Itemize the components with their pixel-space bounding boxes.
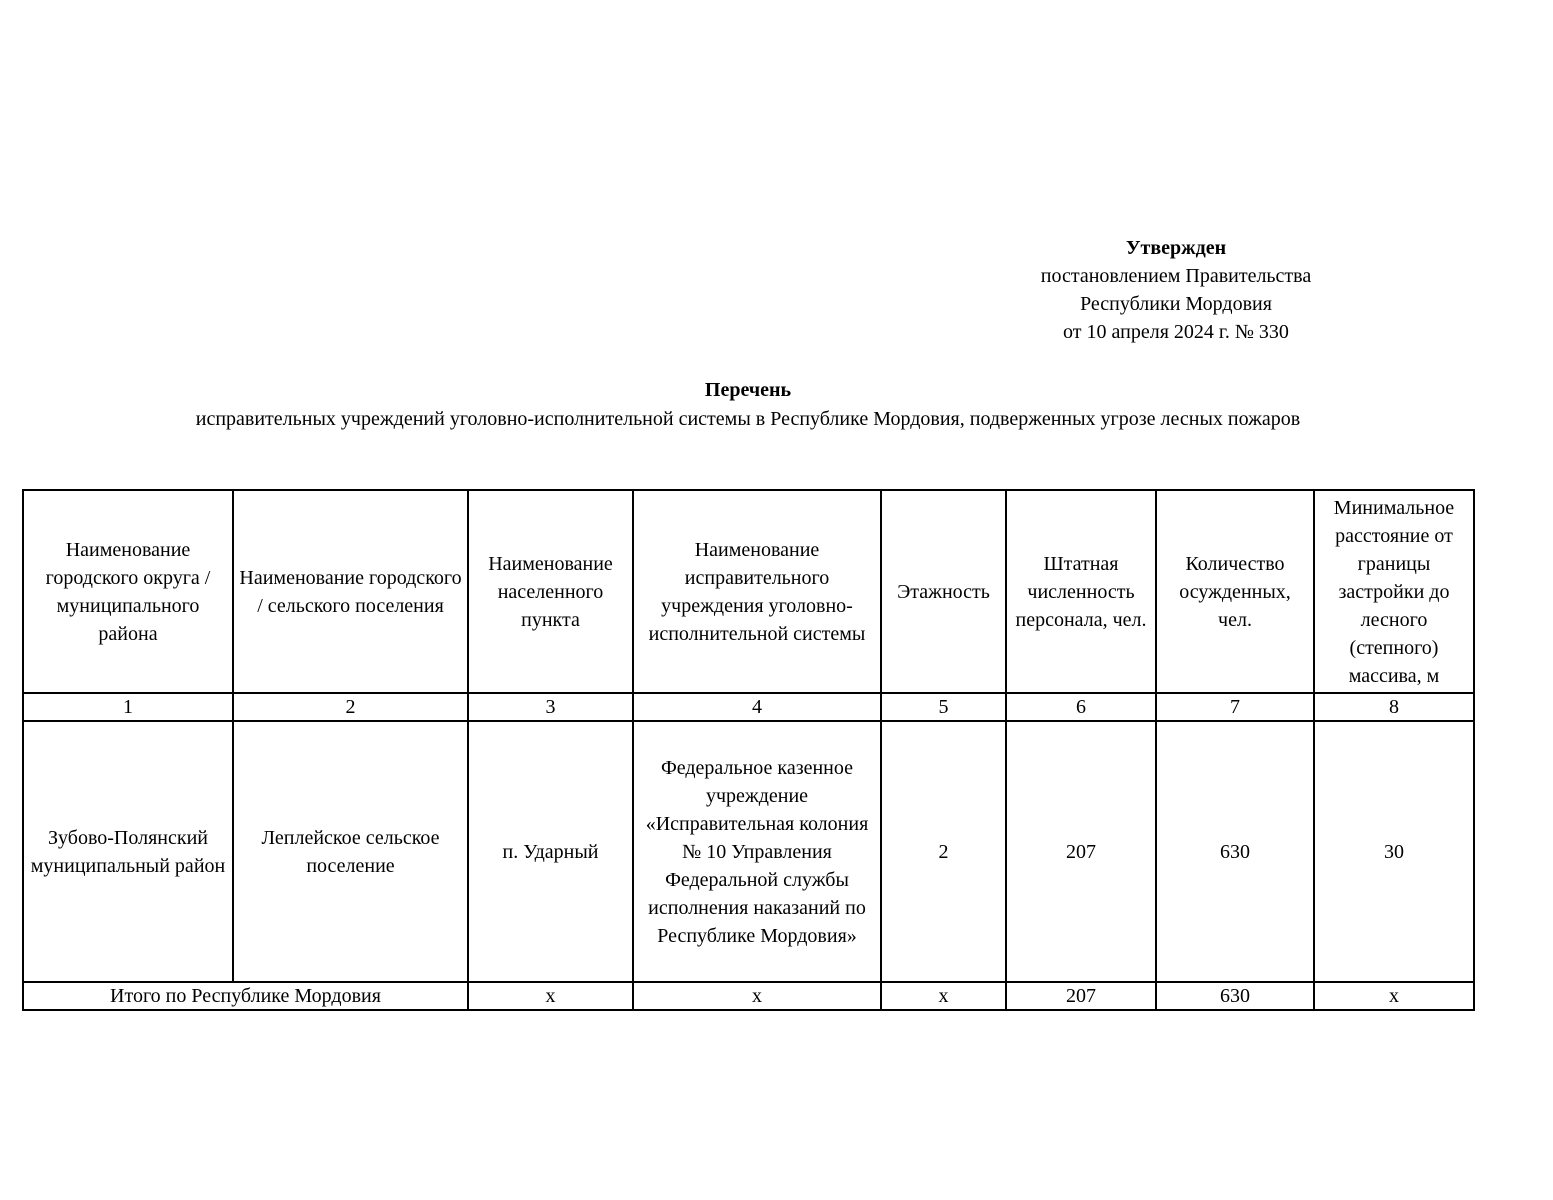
cell-settlement: Леплейское сельское поселение [233, 721, 468, 982]
total-staff: 207 [1006, 982, 1156, 1010]
column-number: 4 [633, 693, 881, 721]
column-number: 1 [23, 693, 233, 721]
column-number: 5 [881, 693, 1006, 721]
column-number: 8 [1314, 693, 1474, 721]
column-number: 6 [1006, 693, 1156, 721]
document-subtitle: исправительных учреждений уголовно-исполнительной системы в Республике Мордовия, подверженных угрозе лесных пожаров [195, 408, 1301, 430]
approval-block [1000, 234, 1352, 346]
header-cell-locality: Наименование населенного пункта [468, 490, 633, 693]
cell-convicts: 630 [1156, 721, 1314, 982]
header-cell-municipality: Наименование городского округа / муниципального района [23, 490, 233, 693]
total-label: Итого по Республике Мордовия [23, 982, 468, 1010]
column-number: 2 [233, 693, 468, 721]
column-number: 7 [1156, 693, 1314, 721]
column-number-row [23, 693, 1474, 721]
table-row [23, 721, 1474, 982]
header-cell-settlement: Наименование городского / сельского поселения [233, 490, 468, 693]
cell-institution: Федеральное казенное учреждение «Исправительная колония № 10 Управления Федеральной службы исполнения наказаний по Республике Мордовия» [633, 721, 881, 982]
approval-line-3: от 10 апреля 2024 г. № 330 [1063, 321, 1289, 343]
total-floors: х [881, 982, 1006, 1010]
header-cell-institution: Наименование исправительного учреждения уголовно-исполнительной системы [633, 490, 881, 693]
column-number: 3 [468, 693, 633, 721]
document-heading [0, 376, 1496, 434]
approval-line-1: постановлением Правительства [1040, 265, 1312, 287]
total-row [23, 982, 1474, 1010]
header-cell-distance: Минимальное расстояние от границы застройки до лесного (степного) массива, м [1314, 490, 1474, 693]
header-cell-floors: Этажность [881, 490, 1006, 693]
total-convicts: 630 [1156, 982, 1314, 1010]
header-cell-staff: Штатная численность персонала, чел. [1006, 490, 1156, 693]
approval-title: Утвержден [1125, 237, 1227, 259]
approval-line-2: Республики Мордовия [1080, 293, 1272, 315]
cell-locality: п. Ударный [468, 721, 633, 982]
total-locality: х [468, 982, 633, 1010]
total-institution: х [633, 982, 881, 1010]
cell-floors: 2 [881, 721, 1006, 982]
cell-distance: 30 [1314, 721, 1474, 982]
document-title: Перечень [704, 379, 792, 401]
table-header-row [23, 490, 1474, 693]
institutions-table [22, 489, 1475, 1011]
header-cell-convicts: Количество осужденных, чел. [1156, 490, 1314, 693]
cell-municipality: Зубово-Полянский муниципальный район [23, 721, 233, 982]
cell-staff: 207 [1006, 721, 1156, 982]
total-distance: х [1314, 982, 1474, 1010]
